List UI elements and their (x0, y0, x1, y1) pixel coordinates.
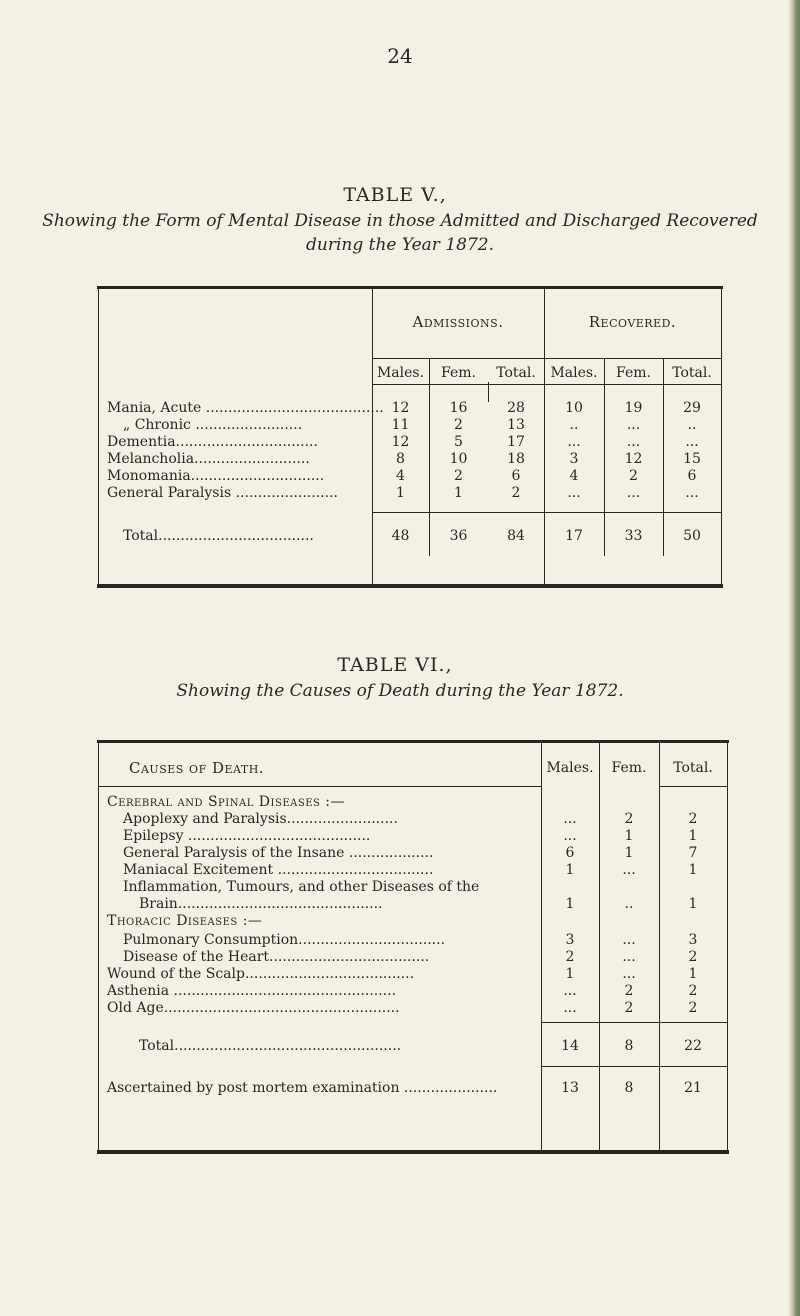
cell: 12 (391, 434, 410, 450)
cell: 3 (565, 932, 575, 948)
table5-rule (544, 358, 721, 359)
row-label: Old Age..................................................... (107, 1000, 400, 1016)
cell: 1 (688, 966, 698, 982)
row-label: Monomania.............................. (107, 468, 325, 484)
cell: 12 (624, 451, 643, 467)
table5 (98, 286, 722, 588)
cell: 19 (624, 400, 643, 416)
cell: ... (685, 434, 699, 450)
table5-rule (544, 384, 721, 385)
cell: ... (622, 932, 636, 948)
cell: ... (567, 434, 581, 450)
cell: 2 (688, 983, 698, 999)
total-cell: 8 (624, 1038, 634, 1054)
cell: 10 (449, 451, 468, 467)
cell: 2 (454, 417, 463, 433)
total-cell: 50 (683, 528, 701, 544)
table5-rule (372, 512, 721, 513)
table6-rule (541, 1022, 727, 1023)
cell: 2 (624, 811, 634, 827)
cell: 2 (511, 485, 521, 501)
cell: .. (687, 417, 697, 433)
cell: 2 (629, 468, 638, 484)
total-cell: 36 (449, 528, 468, 544)
row-label: General Paralysis of the Insane ................... (123, 845, 434, 861)
table6-rule (99, 786, 541, 787)
cell: 1 (565, 896, 575, 912)
cell: 4 (396, 468, 405, 484)
row-label: Brain.............................................. (139, 896, 383, 912)
cell: ... (626, 417, 641, 433)
row-label: Asthenia .................................................. (107, 983, 397, 999)
col-header: Fem. (441, 365, 476, 381)
cell: 3 (688, 932, 698, 948)
postmortem-cell: 8 (624, 1080, 634, 1096)
table6 (98, 740, 728, 1154)
col-header: Males. (376, 365, 425, 381)
cell: 28 (507, 400, 525, 416)
cell: 6 (687, 468, 697, 484)
total-cell: 84 (507, 528, 525, 544)
row-label: Melancholia.......................... (107, 451, 310, 467)
total-label: Total................................................... (139, 1038, 402, 1054)
cell: ... (626, 485, 641, 501)
cell: ... (626, 434, 641, 450)
cell: 6 (511, 468, 521, 484)
cell: 29 (683, 400, 701, 416)
cell: 2 (688, 1000, 698, 1016)
postmortem-cell: 21 (684, 1080, 702, 1096)
cell: 5 (454, 434, 463, 450)
cell: 3 (569, 451, 579, 467)
row-label: Wound of the Scalp...................................... (107, 966, 415, 982)
row-label: Mania, Acute ........................................ (107, 400, 384, 416)
table5-rule (372, 384, 544, 385)
row-label: Disease of the Heart.................................... (123, 949, 430, 965)
cell: .. (569, 417, 579, 433)
col-header: Males. (550, 365, 598, 381)
cell: .. (624, 896, 634, 912)
cell: 12 (391, 400, 410, 416)
row-label: Pulmonary Consumption................................. (123, 932, 446, 948)
table6-top-rule (97, 740, 729, 743)
cell: ... (622, 949, 636, 965)
cell: 1 (624, 845, 634, 861)
admissions-header: Admissions. (412, 313, 504, 331)
table5-subtitle-line2: during the Year 1872. (305, 235, 494, 255)
col-header: Fem. (616, 365, 651, 381)
cell: 18 (507, 451, 525, 467)
cell: 2 (688, 949, 698, 965)
cell: ... (563, 983, 577, 999)
cell: 13 (507, 417, 525, 433)
table5-top-rule (97, 286, 723, 289)
col-header: Fem. (611, 760, 647, 776)
cell: 7 (688, 845, 698, 861)
total-cell: 17 (565, 528, 583, 544)
cell: 16 (449, 400, 468, 416)
col-header: Total. (496, 365, 536, 381)
table5-subtitle-line1: Showing the Form of Mental Disease in those Admitted and Discharged Recovered (42, 211, 758, 231)
causes-header: Causes of Death. (129, 759, 265, 777)
col-header: Total. (673, 760, 713, 776)
postmortem-cell: 13 (561, 1080, 579, 1096)
cell: ... (563, 828, 577, 844)
table5-bottom-rule (97, 584, 723, 588)
cell: 17 (507, 434, 525, 450)
total-cell: 33 (624, 528, 643, 544)
cell: 10 (565, 400, 583, 416)
row-label: Dementia................................ (107, 434, 318, 450)
cell: 2 (624, 983, 634, 999)
row-label: Apoplexy and Paralysis......................... (123, 811, 398, 827)
cell: 2 (565, 949, 575, 965)
col-header: Males. (546, 760, 594, 776)
total-cell: 48 (391, 528, 410, 544)
cell: 2 (624, 1000, 634, 1016)
postmortem-label: Ascertained by post mortem examination ..................... (107, 1080, 498, 1096)
col-header: Total. (672, 365, 712, 381)
cell: 1 (688, 896, 698, 912)
group-cerebral: Cerebral and Spinal Diseases :— (107, 794, 346, 810)
cell: 1 (454, 485, 463, 501)
table6-rule (541, 1066, 727, 1067)
group-thoracic: Thoracic Diseases :— (107, 913, 263, 929)
table6-subtitle: Showing the Causes of Death during the Year 1872. (176, 681, 624, 701)
row-label: Inflammation, Tumours, and other Diseases of the (123, 879, 480, 895)
cell: 1 (396, 485, 405, 501)
row-label: Maniacal Excitement ................................... (123, 862, 434, 878)
row-label: General Paralysis ....................... (107, 485, 338, 501)
cell: ... (622, 862, 636, 878)
cell: 6 (565, 845, 575, 861)
table6-rule (659, 786, 727, 787)
table5-title: TABLE V., (343, 184, 447, 206)
page-number: 24 (387, 44, 413, 68)
cell: 1 (624, 828, 634, 844)
cell: ... (685, 485, 699, 501)
cell: 2 (454, 468, 463, 484)
cell: 1 (688, 828, 698, 844)
table6-title: TABLE VI., (337, 654, 453, 676)
table6-bottom-rule (97, 1150, 729, 1154)
cell: ... (567, 485, 581, 501)
recovered-header: Recovered. (588, 313, 677, 331)
cell: 2 (688, 811, 698, 827)
row-label: „ Chronic ........................ (123, 417, 303, 433)
total-label: Total................................... (123, 528, 314, 544)
cell: ... (563, 1000, 577, 1016)
cell: 1 (565, 862, 575, 878)
cell: 15 (683, 451, 701, 467)
cell: ... (563, 811, 577, 827)
cell: 8 (396, 451, 405, 467)
cell: 11 (391, 417, 410, 433)
cell: 1 (565, 966, 575, 982)
total-cell: 14 (561, 1038, 579, 1054)
cell: 1 (688, 862, 698, 878)
table5-rule (372, 358, 544, 359)
row-label: Epilepsy ......................................... (123, 828, 371, 844)
total-cell: 22 (684, 1038, 702, 1054)
cell: 4 (569, 468, 579, 484)
cell: ... (622, 966, 636, 982)
